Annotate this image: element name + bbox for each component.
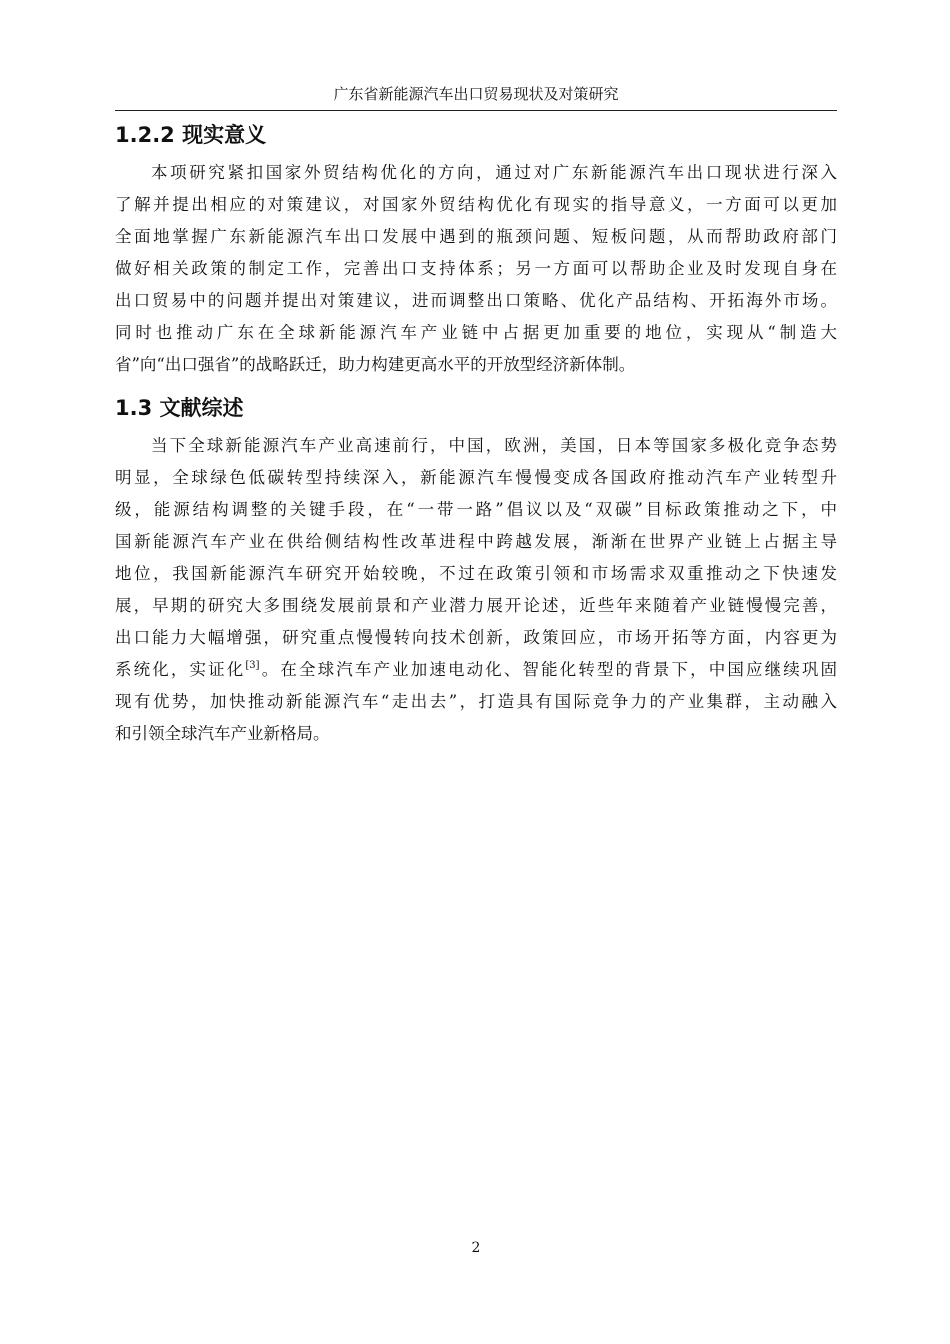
paragraph-line: 省”向“出口强省”的战略跃迁，助力构建更高水平的开放型经济新体制。 bbox=[115, 355, 636, 374]
paragraph-practical-significance bbox=[115, 157, 837, 381]
paragraph-line: 地位，我国新能源汽车研究开始较晚，不过在政策引领和市场需求双重推动之下快速发 bbox=[115, 564, 837, 583]
paragraph-literature-review bbox=[115, 430, 837, 750]
paragraph-line: 同时也推动广东在全球新能源汽车产业链中占据更加重要的地位，实现从“制造大 bbox=[115, 323, 837, 342]
paragraph-line: 做好相关政策的制定工作，完善出口支持体系；另一方面可以帮助企业及时发现自身在 bbox=[115, 259, 837, 278]
header-rule bbox=[115, 110, 837, 111]
paragraph-line-with-citation bbox=[115, 654, 837, 686]
section-heading: 1.2.2 现实意义 bbox=[115, 123, 267, 147]
running-header: 广东省新能源汽车出口贸易现状及对策研究 bbox=[333, 85, 619, 103]
section-heading: 1.3 文献综述 bbox=[115, 396, 244, 420]
paragraph-line: 出口贸易中的问题并提出对策建议，进而调整出口策略、优化产品结构、开拓海外市场。 bbox=[115, 291, 837, 310]
paragraph-line: 本项研究紧扣国家外贸结构优化的方向，通过对广东新能源汽车出口现状进行深入 bbox=[151, 163, 837, 182]
paragraph-line: 现有优势，加快推动新能源汽车“走出去”，打造具有国际竞争力的产业集群，主动融入 bbox=[115, 692, 837, 711]
paragraph-line: 级，能源结构调整的关键手段，在“一带一路”倡议以及“双碳”目标政策推动之下，中 bbox=[115, 500, 837, 519]
paragraph-line: 了解并提出相应的对策建议，对国家外贸结构优化有现实的指导意义，一方面可以更加 bbox=[115, 195, 837, 214]
paragraph-line: 明显，全球绿色低碳转型持续深入，新能源汽车慢慢变成各国政府推动汽车产业转型升 bbox=[115, 468, 837, 487]
citation-marker[interactable]: [3] bbox=[245, 660, 260, 671]
line-text: 系统化，实证化 bbox=[115, 660, 246, 679]
paragraph-line: 国新能源汽车产业在供给侧结构性改革进程中跨越发展，渐渐在世界产业链上占据主导 bbox=[115, 532, 837, 551]
paragraph-line: 全面地掌握广东新能源汽车出口发展中遇到的瓶颈问题、短板问题，从而帮助政府部门 bbox=[115, 227, 837, 246]
paragraph-line: 展，早期的研究大多围绕发展前景和产业潜力展开论述，近些年来随着产业链慢慢完善， bbox=[115, 596, 837, 615]
page-body bbox=[115, 117, 837, 750]
line-text: 。在全球汽车产业加速电动化、智能化转型的背景下，中国应继续巩固 bbox=[259, 660, 838, 679]
paragraph-line: 和引领全球汽车产业新格局。 bbox=[115, 724, 330, 743]
page-number: 2 bbox=[471, 1240, 481, 1256]
paragraph-line: 当下全球新能源汽车产业高速前行，中国，欧洲，美国，日本等国家多极化竞争态势 bbox=[151, 436, 837, 455]
paragraph-line: 出口能力大幅增强，研究重点慢慢转向技术创新，政策回应，市场开拓等方面，内容更为 bbox=[115, 628, 837, 647]
